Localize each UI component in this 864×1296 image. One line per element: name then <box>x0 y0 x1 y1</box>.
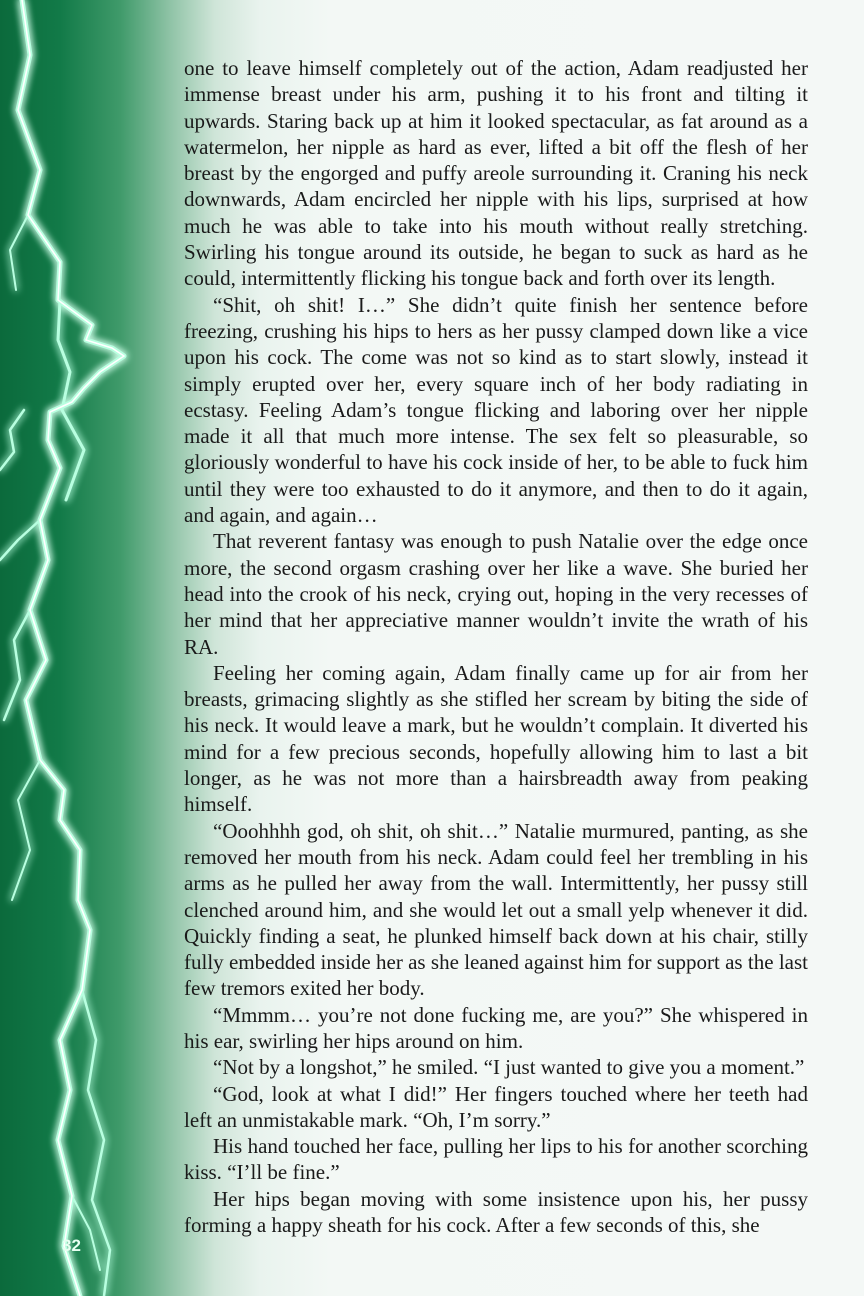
page-number: 32 <box>62 1236 81 1255</box>
paragraph: “God, look at what I did!” Her fingers touched where her teeth had left an unmistakable mark. “Oh, I’m sorry.” <box>184 1081 808 1132</box>
lightning-bolt-icon <box>0 0 160 1296</box>
paragraph: “Ooohhhh god, oh shit, oh shit…” Natalie murmured, panting, as she removed her mouth from his neck. Adam could feel her trembling in his arms as he pulled her away from the wall. Intermittently, her pussy still clenched around him, and she would let out a small yelp whenever it did. Quickly finding a seat, he plunked himself back down at his chair, stilly fully embedded inside her as she leaned against him for support as the last few tremors exited her body. <box>184 818 808 1001</box>
paragraph: Feeling her coming again, Adam finally came up for air from her breasts, grimacing slightly as she stifled her scream by biting the side of his neck. It would leave a mark, but he wouldn’t complain. It diverted his mind for a few precious seconds, hopefully allowing him to last a bit longer, as he was not more than a hairsbreadth away from peaking himself. <box>184 660 808 817</box>
paragraph: His hand touched her face, pulling her lips to his for another scorching kiss. “I’ll be fine.” <box>184 1134 808 1185</box>
paragraph: “Shit, oh shit! I…” She didn’t quite finish her sentence before freezing, crushing his hips to hers as her pussy clamped down like a vice upon his cock. The come was not so kind as to start slowly, instead it simply erupted over her, every square inch of her body radiating in ecstasy. Feeling Adam’s tongue flicking and laboring over her nipple made it all that much more intense. The sex felt so pleasurable, so gloriously wonderful to have his cock inside of her, to be able to fuck him until they were too exhausted to do it anymore, and then to do it again, and again, and again… <box>184 292 808 528</box>
body-text <box>184 55 808 1238</box>
paragraph: one to leave himself completely out of the action, Adam readjusted her immense breast under his arm, pushing it to his front and tilting it upwards. Staring back up at him it looked spectacular, as fat around as a watermelon, her nipple as hard as ever, lifted a bit off the flesh of her breast by the engorged and puffy areole surrounding it. Craning his neck downwards, Adam encircled her nipple with his lips, surprised at how much he was able to take into his mouth without really stretching. Swirling his tongue around its outside, he began to suck as hard as he could, intermittently flicking his tongue back and forth over its length. <box>184 56 808 291</box>
paragraph: Her hips began moving with some insistence upon his, her pussy forming a happy sheath for his cock. After a few seconds of this, she <box>184 1186 808 1238</box>
paragraph: “Not by a longshot,” he smiled. “I just wanted to give you a moment.” <box>213 1055 805 1080</box>
paragraph: “Mmmm… you’re not done fucking me, are you?” She whispered in his ear, swirling her hips around on him. <box>184 1002 808 1053</box>
paragraph: That reverent fantasy was enough to push Natalie over the edge once more, the second orgasm crashing over her like a wave. She buried her head into the crook of his neck, crying out, hoping in the very recesses of her mind that her appreciative manner wouldn’t invite the wrath of his RA. <box>184 529 808 659</box>
